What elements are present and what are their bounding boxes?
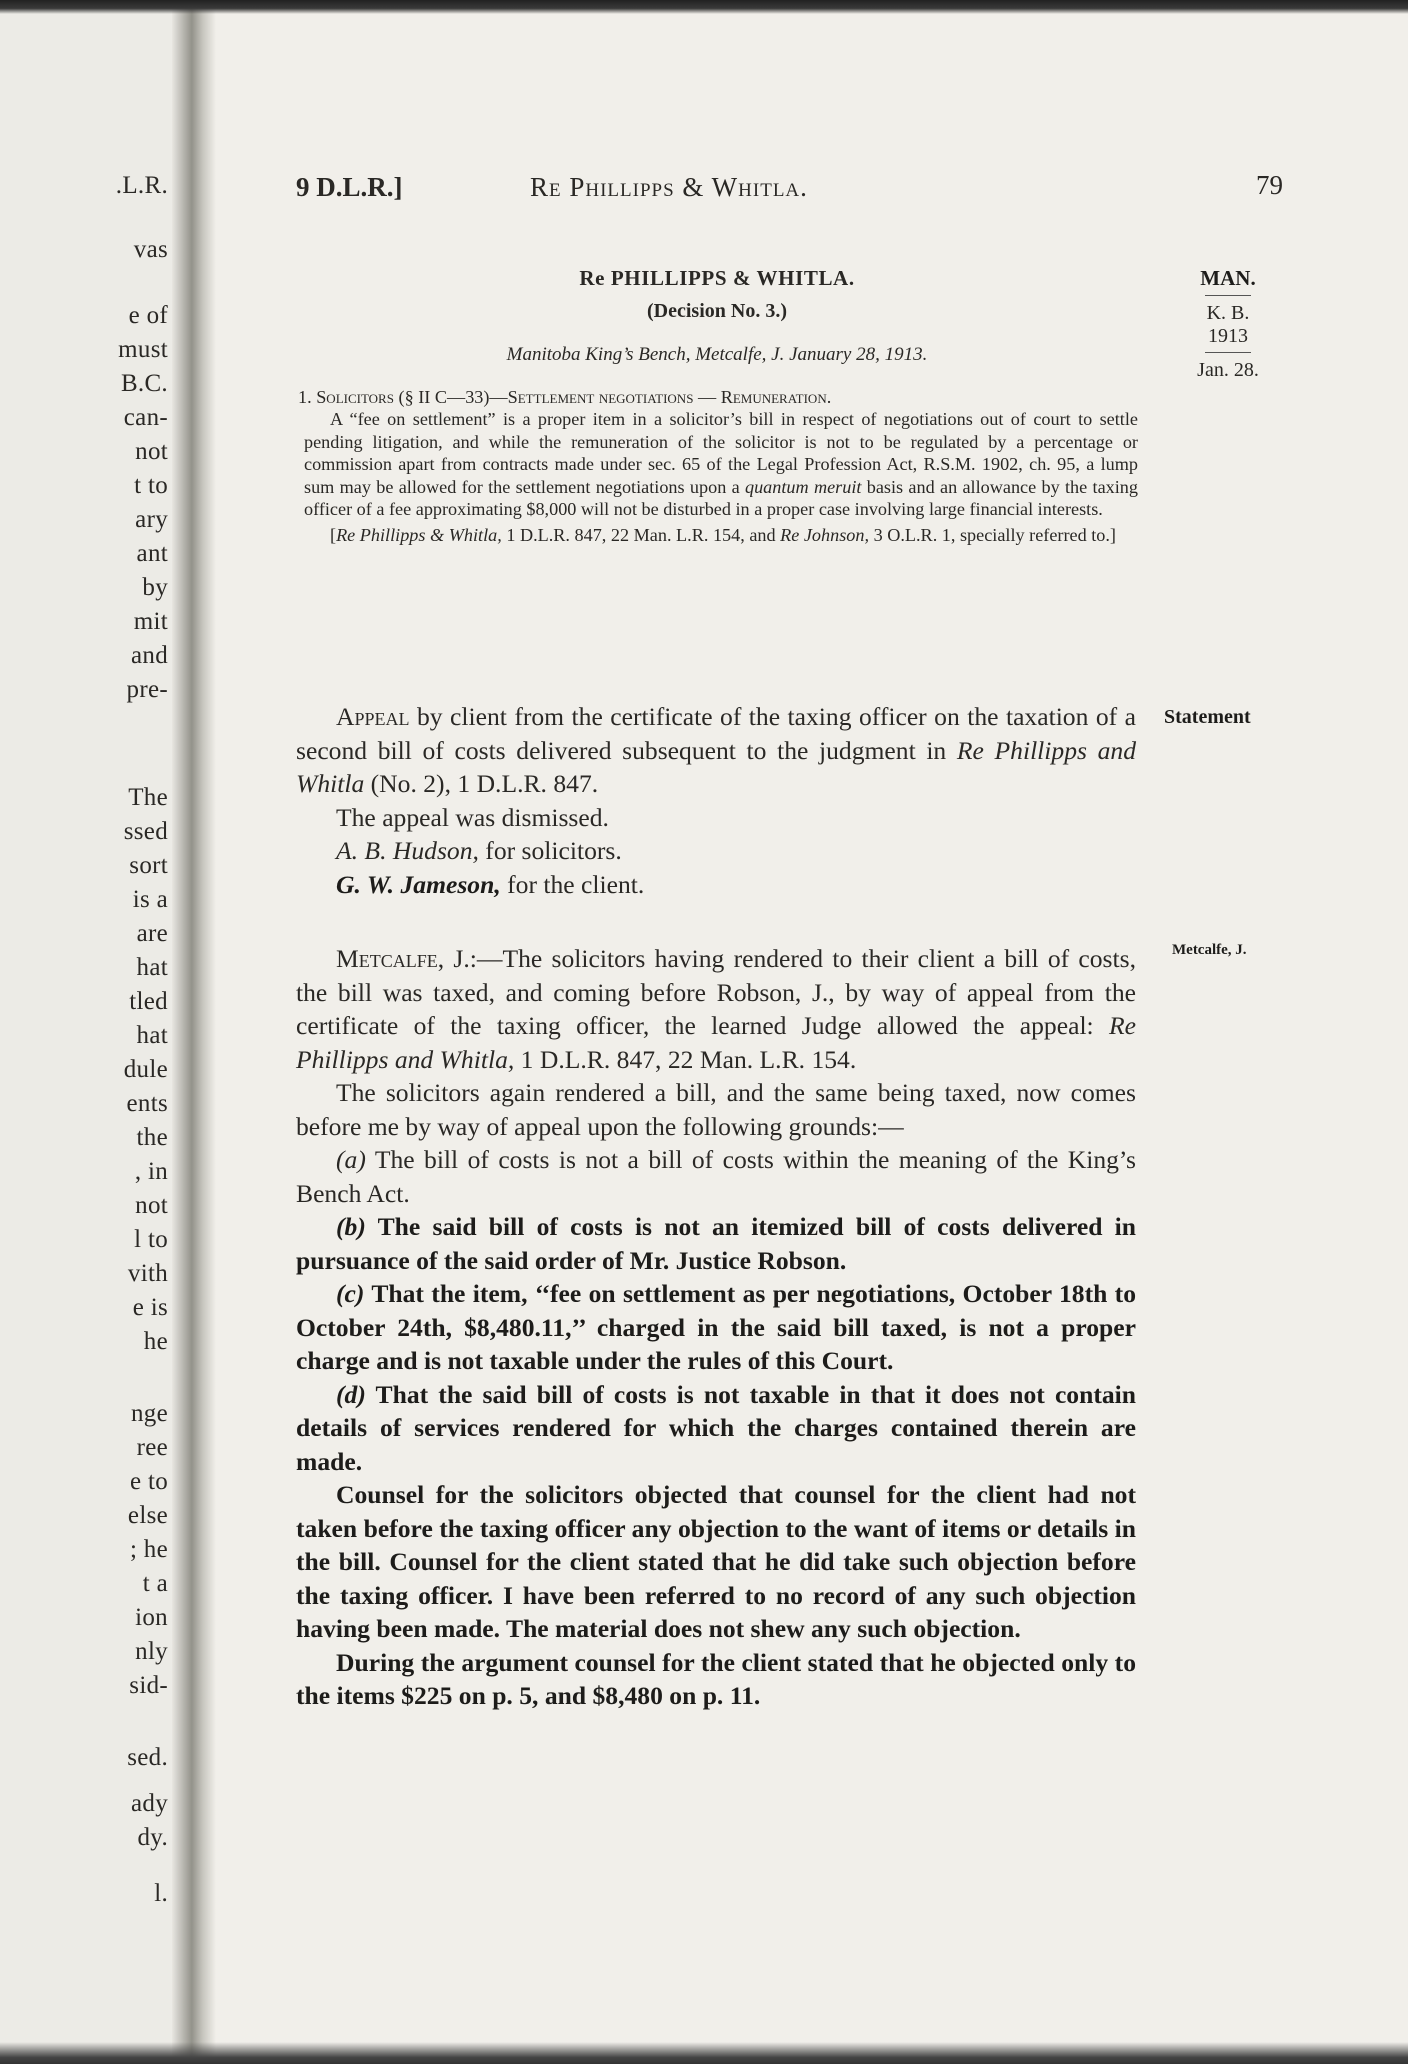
court-name: Manitoba King’s Bench, Metcalfe, J. (506, 344, 785, 365)
counsel-1-name: A. B. Hudson, (336, 836, 479, 865)
left-page-fragment: ; he (130, 1536, 168, 1563)
book-gutter (172, 0, 216, 2064)
judgment-p1-case: Re Phillipps and Whitla, (296, 1011, 1136, 1074)
left-page-fragment: nge (131, 1400, 168, 1427)
judgment (296, 942, 1136, 1713)
ground-c-label: (c) (336, 1279, 365, 1308)
left-page-fragment: l. (154, 1880, 168, 1907)
left-page-fragment: he (143, 1328, 168, 1355)
left-page-fragment: hat (136, 1022, 168, 1049)
left-page-fragment: mit (133, 608, 168, 635)
judgment-paragraph-1 (296, 942, 1136, 1076)
statement-text-2: (No. 2), 1 D.L.R. 847. (370, 769, 599, 798)
left-page-fragment: vas (133, 236, 168, 263)
headnote-references (304, 524, 1138, 546)
left-page-fragment: tled (129, 988, 168, 1015)
headnote (298, 386, 1138, 547)
counsel-client (296, 868, 1136, 902)
left-page-text-fragments (0, 0, 168, 2064)
statement-result: The appeal was dismissed. (336, 802, 609, 832)
statement-paragraph (296, 700, 1136, 801)
headnote-topic (298, 386, 1138, 408)
ground-a-label: (a) (336, 1145, 366, 1174)
counsel-2-name: G. W. Jameson, (336, 869, 501, 899)
ref-case-2: Re Johnson, (780, 525, 870, 546)
date: Jan. 28. (1197, 359, 1259, 381)
headnote-italic: quantum meruit (744, 476, 862, 497)
left-page-fragment: by (142, 574, 168, 601)
counsel-1-role: for solicitors. (485, 836, 622, 865)
headnote-number: 1. (298, 387, 312, 407)
page-number: 79 (1256, 170, 1283, 200)
ground-c-text: That the item, ‘‘fee on settlement as per negotiations, October 18th to October 24th, $8,480.11,’’ charged in the said bill taxed, is not a proper charge and is not taxable under the rules of this Court. (296, 1279, 1137, 1375)
left-page-fragment: and (131, 642, 168, 669)
ground-a (296, 1143, 1136, 1210)
ground-d (296, 1378, 1136, 1479)
headnote-text (304, 408, 1138, 520)
judgment-paragraph-4: During the argument counsel for the client stated that he objected only to the items $225 on p. 5, and $8,480 on p. 11. (296, 1647, 1136, 1710)
left-page-fragment: e to (130, 1468, 168, 1495)
left-page-fragment: ary (135, 506, 168, 533)
headnote-text-1: A “fee on settlement” is a proper item in a solicitor’s bill in respect of negotiations out of court to settle pending litigation, and while the remuneration of the solicitor is not to be regulated by a percentage or commission apart from contracts made under sec. 65 of the Legal Profession Act, R.S.M. 1902, ch. 95, a lump sum may be allowed for the settlement negotiations upon a (304, 409, 1138, 497)
ref-case-1: Re Phillipps & Whitla, (336, 525, 502, 546)
statement-case: Re Phillipps and Whitla (296, 735, 1136, 798)
statement (296, 700, 1136, 901)
judgment-p1-text: :—The solicitors having rendered to their client a bill of costs, the bill was taxed, and coming before Robson, J., by way of appeal from the certificate of the taxing officer, the learned Judge allowed the appeal: (296, 944, 1136, 1040)
left-page-fragment: sort (129, 852, 168, 879)
ground-c (296, 1277, 1136, 1378)
margin-judge: Metcalfe, J. (1172, 942, 1247, 958)
ground-d-label: (d) (336, 1379, 366, 1409)
judgment-paragraph-2: The solicitors again rendered a bill, and the same being taxed, now comes before me by way of appeal upon the following grounds:— (296, 1078, 1136, 1141)
headnote-subject: Settlement negotiations — Remuneration. (507, 387, 832, 407)
left-page-fragment: not (135, 438, 168, 465)
left-page-fragment: is a (132, 886, 168, 913)
case-title: Re PHILLIPPS & WHITLA. (579, 266, 855, 290)
left-page-fragment: e of (128, 302, 168, 329)
left-page-fragment: The (128, 784, 168, 811)
left-page-fragment: dy. (137, 1824, 168, 1851)
court-abbrev: K. B. (1206, 302, 1250, 324)
left-page-fragment: vith (127, 1260, 168, 1287)
left-page-fragment: ion (135, 1604, 168, 1631)
left-page-fragment: hat (136, 954, 168, 981)
left-page-fragment: ady (131, 1790, 168, 1817)
left-page-fragment: ree (136, 1434, 168, 1461)
counsel-2-role: for the client. (507, 869, 645, 899)
decision-number: (Decision No. 3.) (647, 300, 787, 322)
ground-b-label: (b) (336, 1212, 366, 1241)
left-page-fragment: ents (126, 1090, 168, 1117)
left-page-fragment: are (136, 920, 168, 947)
year: 1913 (1208, 325, 1248, 347)
left-page-fragment: the (136, 1124, 168, 1151)
running-title: Re Phillipps & Whitla. (530, 172, 808, 202)
left-page-fragment: else (127, 1502, 168, 1529)
volume-reference: 9 D.L.R.] (296, 172, 403, 202)
scan-bottom-edge (0, 2042, 1408, 2064)
left-page-fragment: pre- (126, 676, 168, 703)
judgment-judge: Metcalfe, J. (336, 944, 470, 973)
left-page-fragment: .L.R. (115, 172, 168, 199)
ground-b (296, 1210, 1136, 1277)
left-page-fragment: t to (134, 472, 168, 499)
statement-lead: Appeal (336, 702, 410, 731)
judgment-paragraph-3: Counsel for the solicitors objected that counsel for the client had not taken before the taxing officer any objection to the want of items or details in the bill. Counsel for the client stated that he did take such objection before the taxing officer. I have been referred to no record of any such objection having been made. The material does not shew any such objection. (296, 1480, 1136, 1643)
left-page-fragment: nly (135, 1638, 168, 1665)
margin-court-block (1178, 266, 1278, 382)
left-page-fragment: sid- (129, 1672, 168, 1699)
scan-top-edge (0, 0, 1408, 14)
left-page-fragment: ant (136, 540, 168, 567)
province: MAN. (1200, 266, 1256, 290)
left-page-fragment: B.C. (120, 370, 168, 397)
left-page-fragment: t a (142, 1570, 168, 1597)
ground-d-text: That the said bill of costs is not taxable in that it does not contain details of services rendered for which the charges contained therein are made. (296, 1379, 1137, 1476)
ref-end: 3 O.L.R. 1, specially referred to.] (873, 525, 1116, 546)
left-page-fragment: e is (132, 1294, 168, 1321)
left-page-fragment: , in (134, 1158, 168, 1185)
left-page-fragment: not (135, 1192, 168, 1219)
headnote-text-2: basis and an allowance by the taxing officer of a fee approximating $8,000 will not be disturbed in a proper case involving large financial interests. (304, 476, 1138, 520)
counsel-solicitors (296, 834, 1136, 868)
judgment-p1-cite: 1 D.L.R. 847, 22 Man. L.R. 154. (520, 1044, 857, 1074)
left-page-fragment: ssed (123, 818, 168, 845)
statement-text-1: by client from the certificate of the taxing officer on the taxation of a second bill of costs delivered subsequent to the judgment in (296, 702, 1136, 765)
ground-a-text: The bill of costs is not a bill of costs within the meaning of the King’s Bench Act. (296, 1145, 1137, 1208)
ref-open: [ (330, 525, 337, 546)
headnote-section: (§ II C—33)— (398, 387, 508, 407)
left-page-fragment: must (118, 336, 168, 363)
decision-date: January 28, 1913. (789, 344, 928, 365)
ground-b-text: The said bill of costs is not an itemized bill of costs delivered in pursuance of the said order of Mr. Justice Robson. (296, 1212, 1137, 1275)
left-page-fragment: l to (134, 1226, 168, 1253)
left-page-fragment: dule (123, 1056, 168, 1083)
court-line (296, 344, 1138, 366)
left-page-edge (0, 0, 172, 2064)
margin-rule (1205, 295, 1251, 296)
ref-mid: 1 D.L.R. 847, 22 Man. L.R. 154, and (506, 525, 776, 546)
margin-statement: Statement (1164, 706, 1251, 728)
margin-rule (1205, 352, 1251, 353)
left-page-fragment: can- (123, 404, 168, 431)
left-page-fragment: sed. (127, 1744, 168, 1771)
headnote-topic-name: Solicitors (316, 387, 394, 407)
